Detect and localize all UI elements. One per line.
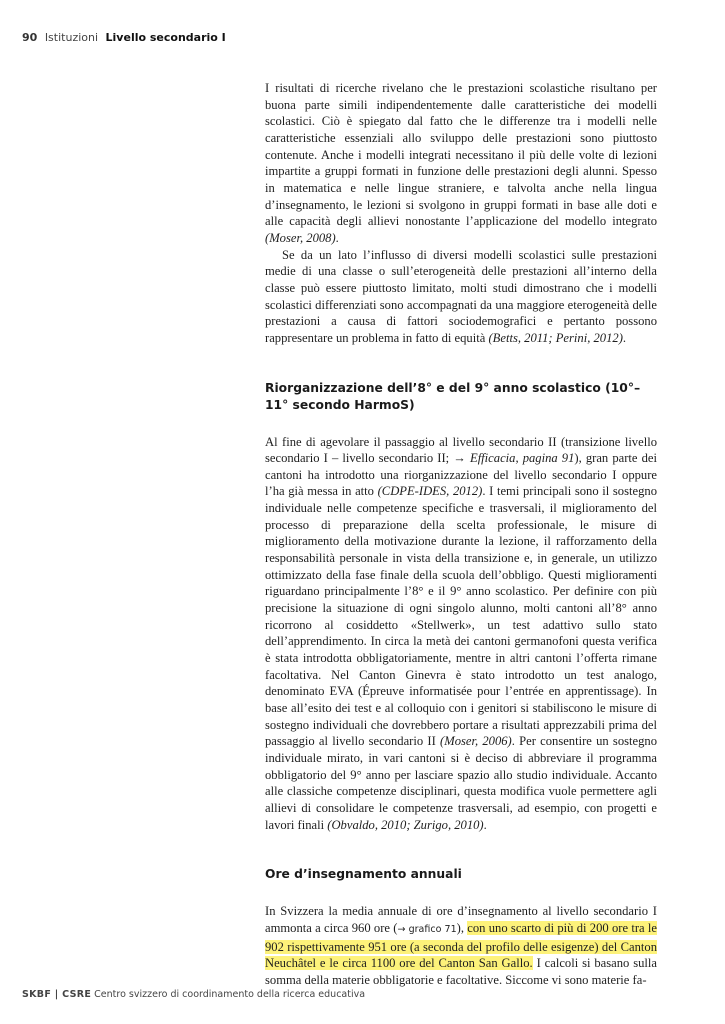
paragraph-1-text: I risultati di ricerche rivelano che le prestazioni scolastiche risultano per buona parte simili indipendentemente dalle caratteristiche dei modelli scolastici. Ciò è spiegato dal fatto che le differenze tra i modelli nelle caratteristiche essenziali allo sviluppo delle prestazioni sono piuttosto contenute. Anche i modelli integrati necessitano il più delle volte di lezioni impartite a gruppi formati in funzione delle prestazioni degli alunni. Spesso in matematica e nelle lingue straniere, e talvolta anche nella lingua d’insegnamento, le lezioni si svolgono in gruppi formati in base alle doti e alle capacità degli allievi nonostante l’applicazione del modello integrato (265, 81, 657, 229)
paragraph-1 (265, 80, 657, 247)
paragraph-2 (265, 247, 657, 347)
paragraph-3-part-c: . I temi principali sono il sostegno individuale nelle competenze specifiche e trasversali, il miglioramento del processo di preparazione della scelta professionale, le misure di miglioramento della motivazione durante la lezione, il rafforzamento della responsabilità personale in vista della transizione e, in generale, un utilizzo ottimizzato della fase finale della scuola dell’obbligo. Questi miglioramenti riguardano principalmente l’8° e il 9° anno scolastico. Per definire con più precisione la situazione di ogni singolo alunno, molti cantoni all’8° anno ricorrono al cosiddetto «Stellwerk», un test adattivo sullo stato dell’apprendimento. In circa la metà dei cantoni germanofoni questa verifica è stata introdotta obbligatoriamente, mentre in altri cantoni l’offerta rimane facoltativa. Nel Canton Ginevra è stato introdotto un test analogo, denominato EVA (Épreuve informatisée pour l’entrée en apprentissage). In base all’esito dei test e al colloquio con i genitori si stabiliscono le misure di sostegno individuali che dovrebbero portare a risultati apprezzabili prima del passaggio al livello secondario II (265, 484, 657, 749)
cross-reference-efficacia[interactable]: → Efficacia, pagina 91 (453, 451, 575, 466)
citation-moser-2008: (Moser, 2008) (265, 230, 336, 245)
running-footer (22, 989, 365, 1000)
paragraph-2-end: . (622, 330, 627, 345)
paragraph-3-part-a: Al fine di agevolare il passaggio al livello secondario II (transizione livello secondario I – livello secondario II; (265, 434, 657, 466)
page-number: 90 (22, 31, 38, 44)
citation-betts-perini: (Betts, 2011; Perini, 2012) (488, 330, 623, 345)
main-column (265, 80, 657, 989)
paragraph-4-part-c: I calcoli si basano sulla somma della materie obbligatorie e facoltative. Siccome vi sono materie fa- (265, 956, 657, 987)
citation-cdpe-ides: (CDPE-IDES, 2012) (377, 484, 483, 499)
paragraph-3 (265, 434, 657, 834)
heading-ore-insegnamento: Ore d’insegnamento annuali (265, 867, 462, 882)
paragraph-3-part-d: . Per consentire un sostegno individuale mirato, in vari cantoni si è deciso di abbreviare il programma obbligatorio del 9° anno per lasciare spazio allo studio individuale. Accanto alle classiche competenze disciplinari, questa modifica vuole permettere agli allievi di consolidare le competenze trasversali, ad esempio, con progetti e lavori finali (265, 734, 658, 832)
citation-moser-2006: (Moser, 2006) (440, 734, 512, 749)
paragraph-3-end: . (483, 817, 487, 832)
paragraph-4-part-a: In Svizzera la media annuale di ore d’insegnamento al livello secondario I ammonta a circa 960 ore ( (265, 904, 657, 935)
paragraph-3-part-b: ), gran parte dei cantoni ha introdotto una riorganizzazione del livello secondario I oppure l’ha già messa in atto (265, 451, 657, 499)
highlighted-text: con uno scarto di più di 200 ore tra le 902 rispettivamente 951 ore (a seconda del profilo delle esigenze) del Canton Neuchâtel e le circa 1100 ore del Canton San Gallo. (265, 920, 657, 971)
section-label: Istituzioni (44, 31, 99, 44)
paragraph-4 (265, 903, 657, 988)
footer-text: Centro svizzero di coordinamento della ricerca educativa (94, 989, 366, 1000)
heading-riorganizzazione: Riorganizzazione dell’8° e del 9° anno scolastico (10°–11° secondo HarmoS) (265, 380, 641, 412)
cross-reference-grafico-71[interactable]: → grafico 71 (397, 923, 457, 935)
paragraph-1-end: . (335, 230, 339, 245)
footer-org: SKBF | CSRE (22, 989, 92, 1000)
citation-obvaldo-zurigo: (Obvaldo, 2010; Zurigo, 2010) (327, 817, 484, 832)
running-header (22, 31, 226, 44)
paragraph-2-text: Se da un lato l’influsso di diversi modelli scolastici sulle prestazioni medie di una classe o sull’eterogeneità delle prestazioni all’interno della classe può essere piuttosto limitato, molti studi dimostrano che i modelli scolastici differenziati sono accompagnati da una maggiore eterogeneità delle prestazioni a causa di fattori sociodemografici e pertanto possono rappresentare un problema in fatto di equità (265, 247, 657, 345)
subsection-label: Livello secondario I (105, 31, 226, 44)
paragraph-4-part-b: ), (456, 920, 464, 935)
